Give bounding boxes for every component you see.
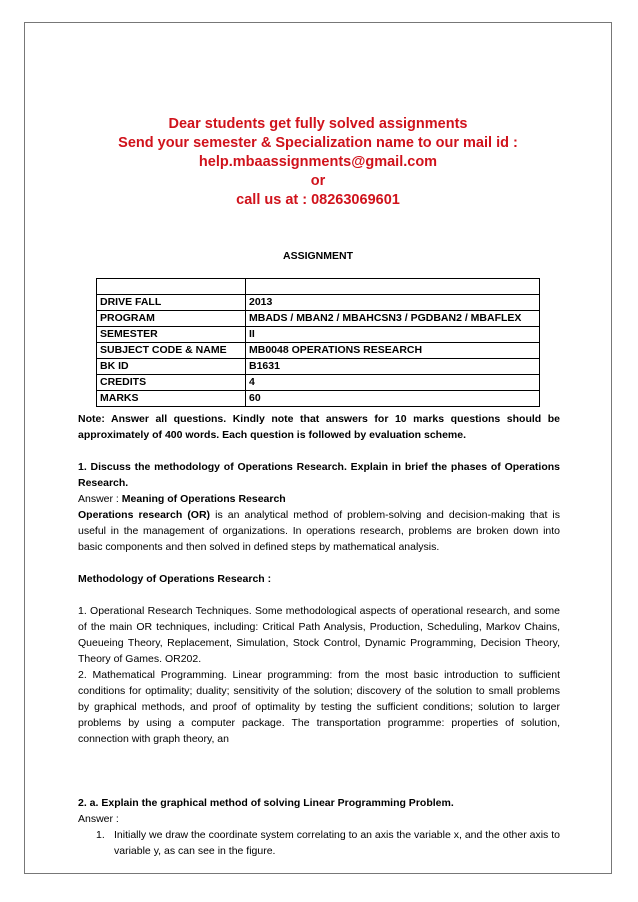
- or-definition: [78, 507, 560, 555]
- table-row: [97, 391, 540, 407]
- question-2: 2. a. Explain the graphical method of solving Linear Programming Problem.: [78, 797, 454, 809]
- table-cell-value: MB0048 OPERATIONS RESEARCH: [246, 343, 540, 359]
- promo-email: help.mbaassignments@gmail.com: [198, 154, 438, 170]
- promo-line-1: Dear students get fully solved assignments: [168, 116, 468, 132]
- table-row-empty: [97, 279, 540, 295]
- promo-header: [24, 115, 612, 210]
- table-cell: [246, 279, 540, 295]
- table-row: [97, 295, 540, 311]
- table-row: [97, 327, 540, 343]
- table-cell-value: 4: [246, 375, 540, 391]
- promo-line-2: Send your semester & Specialization name to our mail id :: [118, 135, 518, 151]
- table-row: [97, 343, 540, 359]
- definition-text: is an analytical method of problem-solving and decision-making that is useful in the management of organizations. In operations research, problems are broken down into basic components and then solved in defined steps by mathematical analysis.: [78, 509, 560, 553]
- table-cell-value: 60: [246, 391, 540, 407]
- table-cell-label: SUBJECT CODE & NAME: [97, 343, 246, 359]
- answer-1-line: [78, 491, 560, 507]
- table-cell-value: MBADS / MBAN2 / MBAHCSN3 / PGDBAN2 / MBAFLEX: [246, 311, 540, 327]
- list-item: [96, 827, 560, 859]
- table-cell-value: 2013: [246, 295, 540, 311]
- note-paragraph: Note: Answer all questions. Kindly note that answers for 10 marks questions should be approximately of 400 words. Each question is followed by evaluation scheme.: [78, 413, 560, 441]
- table-cell-value: II: [246, 327, 540, 343]
- promo-or: or: [310, 173, 326, 189]
- answer-2-label: Answer :: [78, 813, 119, 825]
- document-body: [78, 411, 560, 859]
- list-text: Initially we draw the coordinate system correlating to an axis the variable x, and the other axis to variable y, as can see in the figure.: [114, 829, 560, 857]
- table-row: [97, 311, 540, 327]
- question-1: 1. Discuss the methodology of Operations Research. Explain in brief the phases of Operations Research.: [78, 461, 560, 489]
- table-cell-label: BK ID: [97, 359, 246, 375]
- answer-label: Answer :: [78, 493, 122, 505]
- table-cell-value: B1631: [246, 359, 540, 375]
- info-table: [96, 278, 540, 407]
- answer-heading: Meaning of Operations Research: [121, 493, 286, 505]
- table-cell-label: SEMESTER: [97, 327, 246, 343]
- table-cell-label: PROGRAM: [97, 311, 246, 327]
- promo-phone: call us at : 08263069601: [236, 192, 400, 208]
- table-row: [97, 359, 540, 375]
- table-cell: [97, 279, 246, 295]
- table-row: [97, 375, 540, 391]
- table-cell-label: CREDITS: [97, 375, 246, 391]
- methodology-heading: Methodology of Operations Research :: [78, 573, 272, 585]
- methodology-point-2: 2. Mathematical Programming. Linear programming: from the most basic introduction to sufficient conditions for optimality; duality; sensitivity of the solution; discovery of the solution to small problems by graphical methods, and proof of optimality by testing the sufficient conditions; solution to larger problems by using a computer package. The transportation programme: properties of solution, connection with graph theory, an: [78, 669, 560, 745]
- table-cell-label: MARKS: [97, 391, 246, 407]
- methodology-point-1: 1. Operational Research Techniques. Some methodological aspects of operational research, and some of the main OR techniques, including: Critical Path Analysis, Production, Scheduling, Markov Chains, Queueing Theory, Replacement, Simulation, Stock Control, Dynamic Programming, Decision Theory, Theory of Games. OR202.: [78, 605, 560, 665]
- list-number: 1.: [96, 829, 105, 841]
- table-cell-label: DRIVE FALL: [97, 295, 246, 311]
- definition-term: Operations research (OR): [78, 509, 211, 521]
- assignment-title: ASSIGNMENT: [282, 250, 353, 262]
